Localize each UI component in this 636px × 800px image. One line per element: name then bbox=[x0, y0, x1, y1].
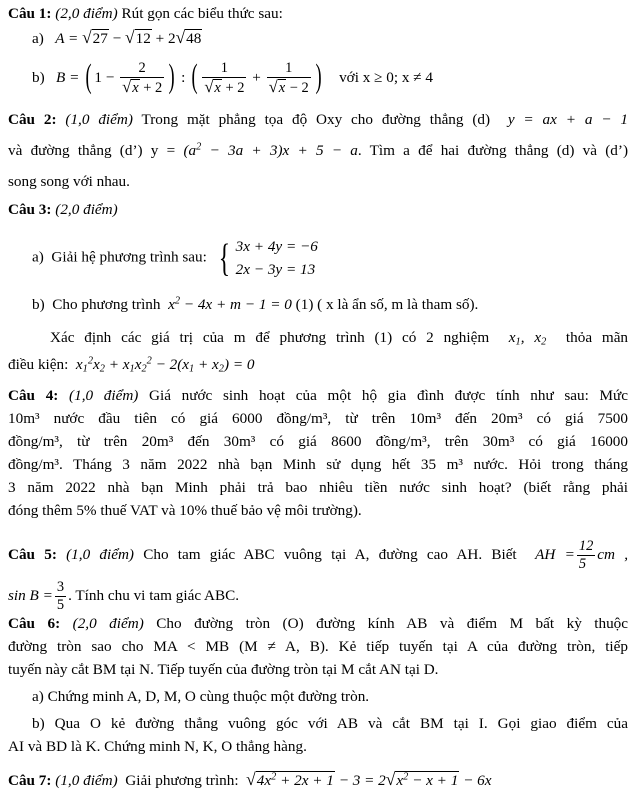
question-1 bbox=[8, 2, 628, 97]
line-d-equation: y = ax + a − 1 bbox=[507, 111, 629, 128]
question-2: Câu 2: (1,0 điểm) Trong mặt phẳng tọa độ Oxy cho đường thẳng (d) y = ax + a − 1 và đường thẳng (d’) $y = (a^2 - 3a + 3)x + 5 - a$. Tìm a để hai đường thẳng (d) và (d’) song song với nhau. bbox=[8, 111, 629, 190]
question-7: Câu 7: (1,0 điểm) Giải phương trình: $√4x^2 + 2x + 1 - 3 = 2√x^2 - x + 1 - 6x$ bbox=[8, 769, 492, 789]
question-6b: b) Qua O kẻ đường thẳng vuông góc với AB và cắt BM tại I. Gọi giao điểm của bbox=[32, 715, 628, 732]
question-1-task: Rút gọn các biểu thức sau: bbox=[121, 5, 283, 22]
question-1-label: Câu 1: bbox=[8, 5, 52, 22]
question-6: Câu 6: (2,0 điểm) Cho đường tròn (O) đường kính AB và điểm M bất kỳ thuộc đường tròn sao cho MA < MB (M ≠ A, B). Kẻ tiếp tuyến tại A của đường tròn, tiếp tuyến này cắt BM tại N. Tiếp tuyến của đường tròn tại M cắt AN tại D. a) Chứng minh A, D, M, O cùng thuộc một đường tròn. b) Qua O kẻ đường thẳng vuông góc với AB và cắt BM tại I. Gọi giao điểm của AI và BD là K. Chứng minh N, K, O thẳng hàng. bbox=[8, 615, 629, 755]
vieta-condition: $x_1^2x_2 + x_1x_2^2 - 2(x_1 + x_2) = 0$ bbox=[75, 355, 255, 375]
fraction-b1: $\frac{2}{√x + 2}$ bbox=[122, 60, 163, 97]
question-5: Câu 5: (1,0 điểm) Cho tam giác ABC vuông tại A, đường cao AH. Biết AH = $\frac{12}{5}$ cm , sin B = $\frac{3}{5}$ . Tính chu vi tam giác ABC. bbox=[8, 538, 629, 614]
equation-q7: $√4x^2 + 2x + 1 - 3 = 2√x^2 - x + 1 - 6x$ bbox=[246, 769, 492, 789]
fraction-sinb: $\frac{3}{5}$ bbox=[56, 579, 65, 614]
question-1a: a) A = √27 − √12 + 2√48 bbox=[8, 26, 628, 50]
question-1-score: (2,0 điểm) bbox=[55, 5, 118, 22]
question-4: Câu 4: (1,0 điểm) Giá nước sinh hoạt của một hộ gia đình được tính như sau: Mức 10m³ nước đầu tiên có giá 6000 đồng/m³, từ trên 10m³ đến 20m³ có giá 7500 đồng/m³, từ trên 20m³ đến 30m³ có giá 8600 đồng/m³, trên 30m³ có giá 16000 đồng/m³. Tháng 3 năm 2022 nhà bạn Minh sử dụng hết 35 m³ nước. Hỏi trong tháng 3 năm 2022 nhà bạn Minh phải trả bao nhiêu tiền nước sinh hoạt? (biết rằng phải đóng thêm 5% thuế VAT và 10% thuế bảo vệ môi trường). bbox=[8, 387, 628, 519]
fraction-b2: $\frac{1}{√x + 2}$ bbox=[204, 60, 245, 97]
question-3b: b) Cho phương trình $x^2 - 4x + m - 1 = 0$ (1) ( x là ẩn số, m là tham số). bbox=[32, 295, 479, 313]
fraction-b3: $\frac{1}{√x - 2}$ bbox=[268, 60, 309, 97]
question-1b-condition: với x ≥ 0; x ≠ 4 bbox=[339, 69, 433, 86]
fraction-ah: $\frac{12}{5}$ bbox=[578, 538, 594, 573]
sqrt-48: √48 bbox=[175, 27, 202, 47]
equation-system: 3x + 4y = −6 2x − 3y = 13 bbox=[235, 238, 318, 278]
line-d2-equation: $(a^2 - 3a + 3)x + 5 - a$ bbox=[183, 141, 358, 159]
sqrt-12: √12 bbox=[125, 27, 151, 47]
sqrt-27: √27 bbox=[82, 27, 108, 47]
question-3a: a) Giải hệ phương trình sau: { 3x + 4y = −6 2x − 3y = 13 bbox=[32, 236, 318, 280]
question-1b: b) B = ( 1 − $\frac{2}{√x + 2}$ ) : ( $\frac{1}{√x + 2}$ + $\frac{1}{√x - 2}$ ) với x ≥ 0; x ≠ 4 bbox=[32, 58, 433, 97]
question-3: Câu 3: (2,0 điểm) a) Giải hệ phương trình sau: { 3x + 4y = −6 2x − 3y = 13 b) Cho phương trình $x^2 - 4x + m - 1 = 0$ (1) ( x là ẩn số, m là tham số). Xác định các giá trị của m để phương trình (1) có 2 nghiệm $x_1$, $x_2$ thỏa mãn điều kiện: $x_1^2x_2 + x_1x_2^2 - 2(x_1 + x_2) = 0$ bbox=[8, 201, 629, 375]
question-6a: a) Chứng minh A, D, M, O cùng thuộc một đường tròn. bbox=[32, 688, 370, 705]
question-3c: Xác định các giá trị của m để phương trình (1) có 2 nghiệm $x_1$, $x_2$ thỏa mãn bbox=[50, 329, 629, 348]
